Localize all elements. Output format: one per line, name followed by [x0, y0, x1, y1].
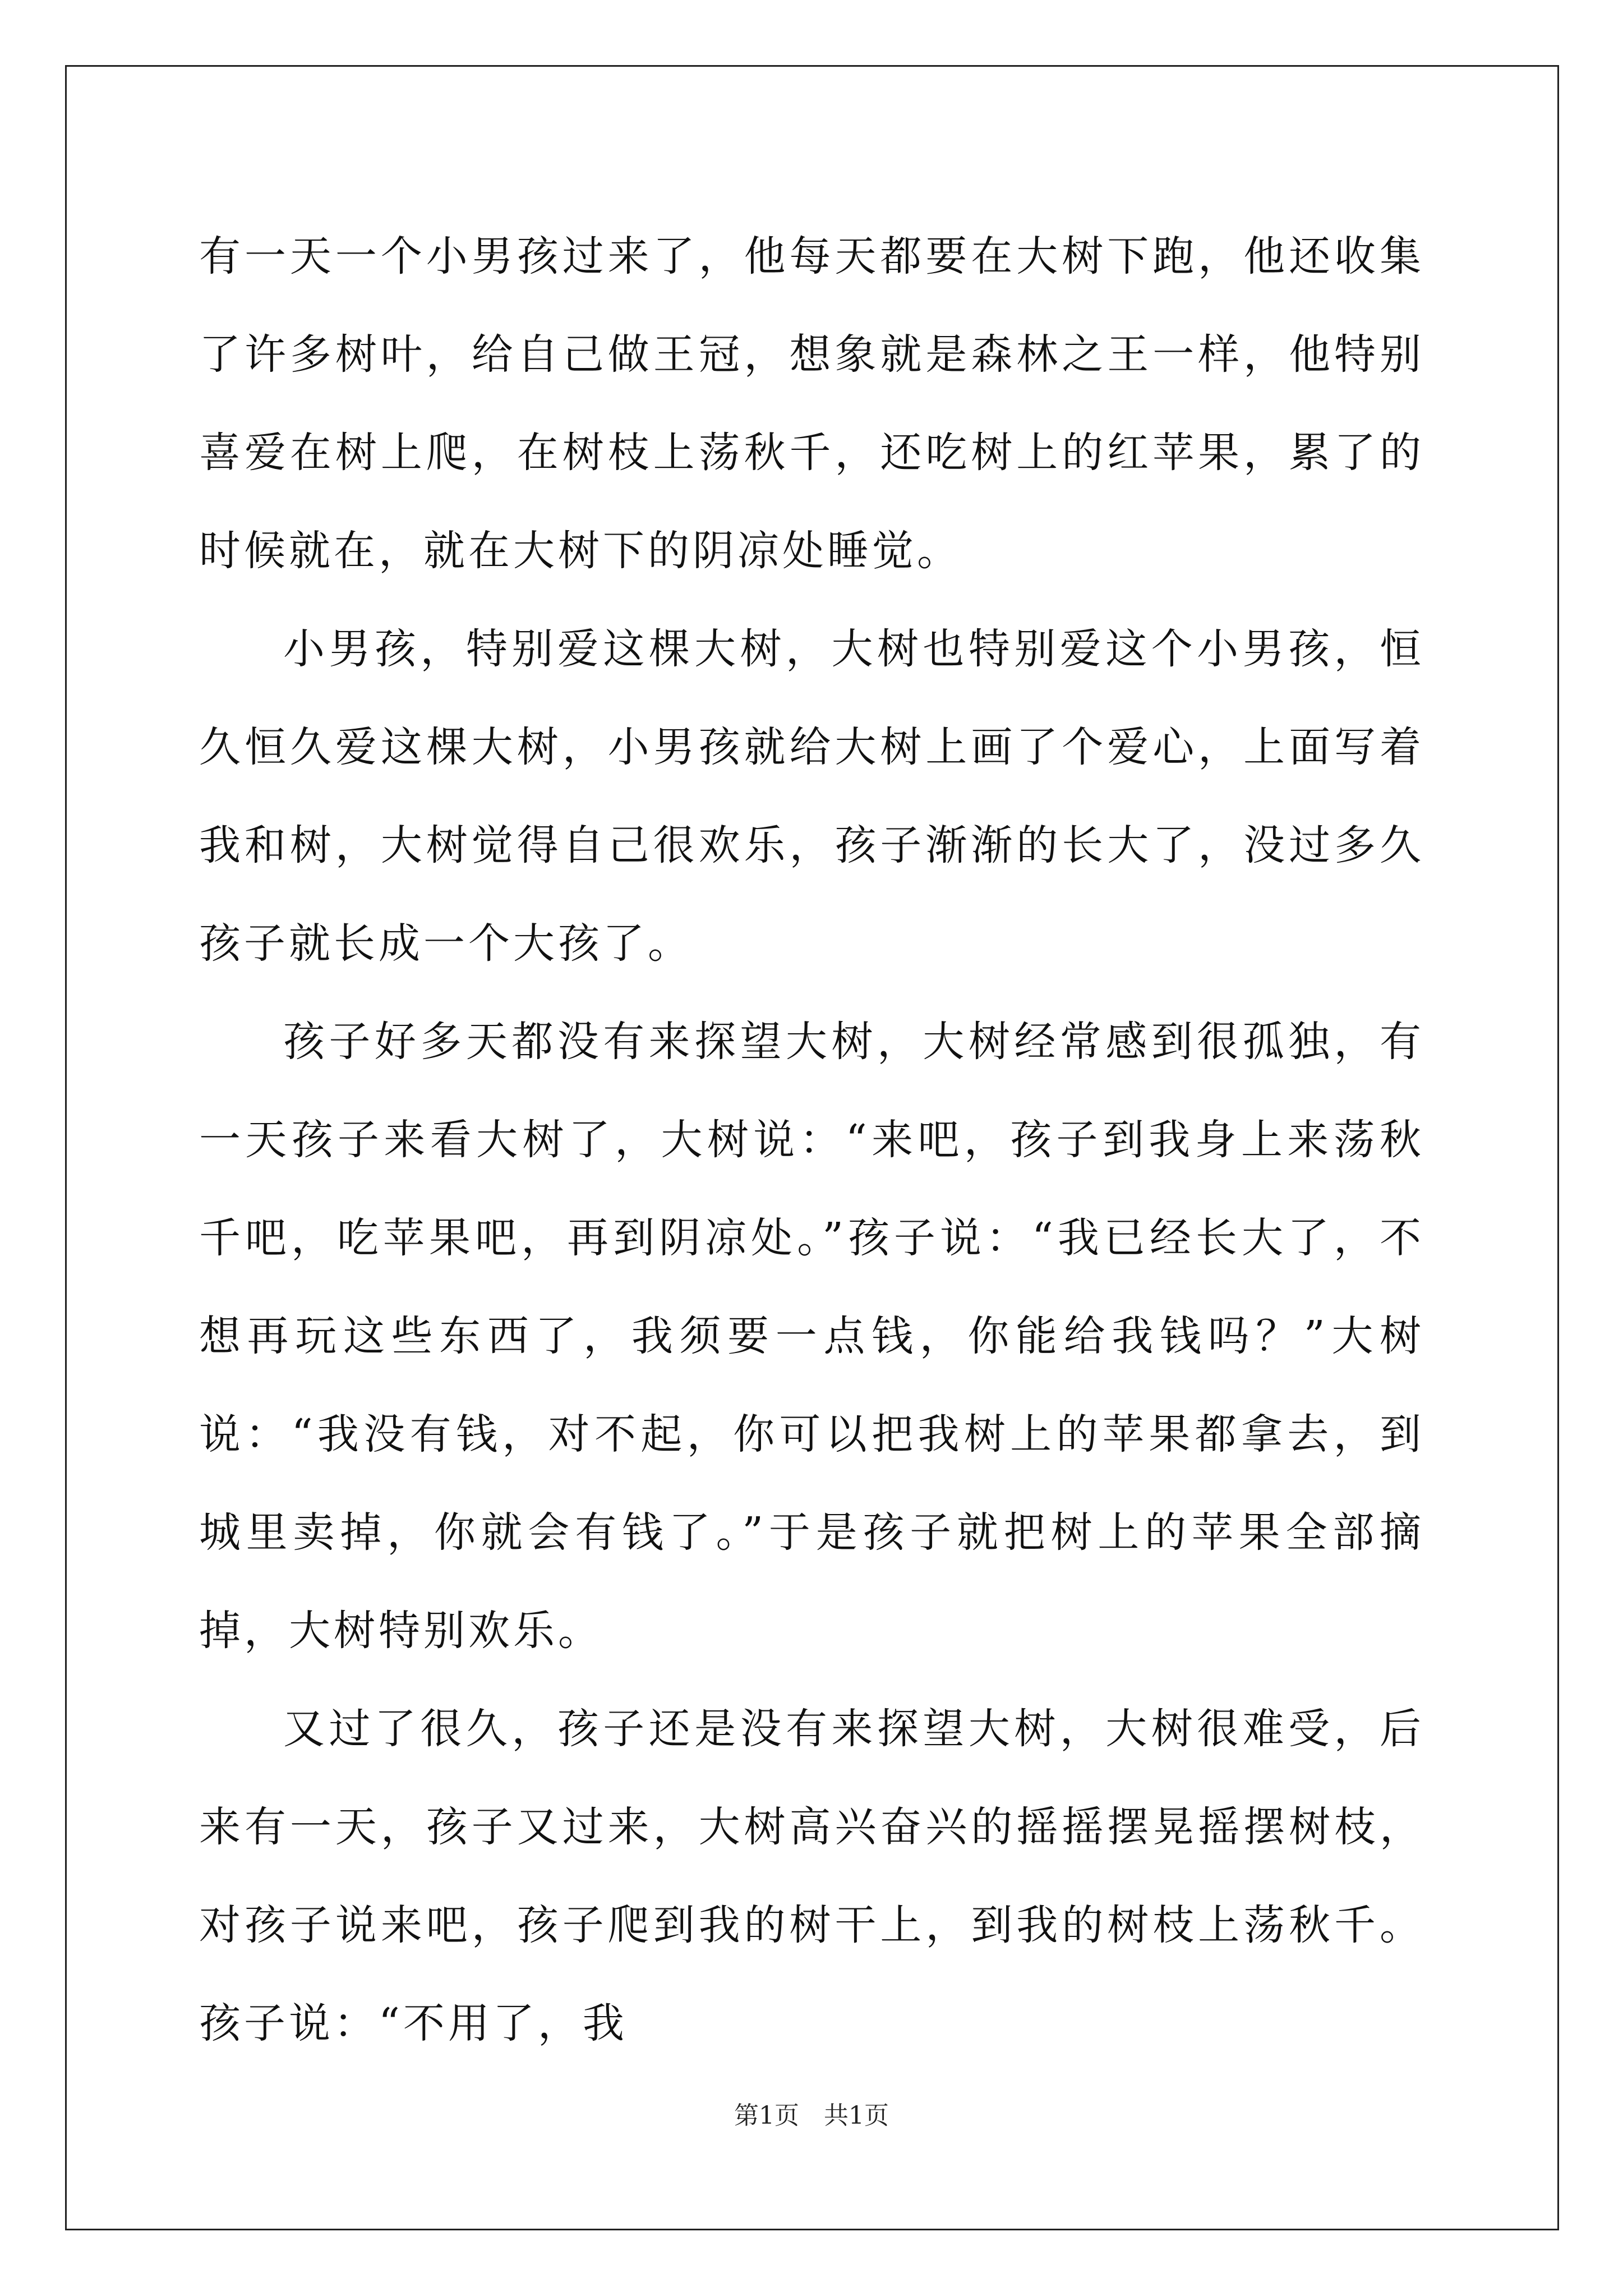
paragraph-1: 有一天一个小男孩过来了，他每天都要在大树下跑，他还收集了许多树叶，给自己做王冠，想象就是森林之王一样，他特别喜爱在树上爬，在树枝上荡秋千，还吃树上的红苹果，累了的时候就在，就在大树下的阴凉处睡觉。 — [199, 232, 1424, 575]
page-footer: 第1页 共1页 — [734, 2101, 889, 2130]
document-body — [199, 208, 1424, 2073]
paragraph-2: 小男孩，特别爱这棵大树，大树也特别爱这个小男孩，恒久恒久爱这棵大树，小男孩就给大树上画了个爱心，上面写着我和树，大树觉得自己很欢乐，孩子渐渐的长大了，没过多久孩子就长成一个大孩了。 — [199, 625, 1424, 968]
paragraph-3: 孩子好多天都没有来探望大树，大树经常感到很孤独，有一天孩子来看大树了，大树说：“来吧，孩子到我身上来荡秋千吧，吃苹果吧，再到阴凉处。”孩子说：“我已经长大了，不想再玩这些东西了，我须要一点钱，你能给我钱吗？”大树说：“我没有钱，对不起，你可以把我树上的苹果都拿去，到城里卖掉，你就会有钱了。”于是孩子就把树上的苹果全部摘掉，大树特别欢乐。 — [199, 1018, 1424, 1655]
paragraph-4: 又过了很久，孩子还是没有来探望大树，大树很难受，后来有一天，孩子又过来，大树高兴奋兴的摇摇摆晃摇摆树枝，对孩子说来吧，孩子爬到我的树干上，到我的树枝上荡秋千。孩子说：“不用了，我 — [199, 1705, 1424, 2047]
